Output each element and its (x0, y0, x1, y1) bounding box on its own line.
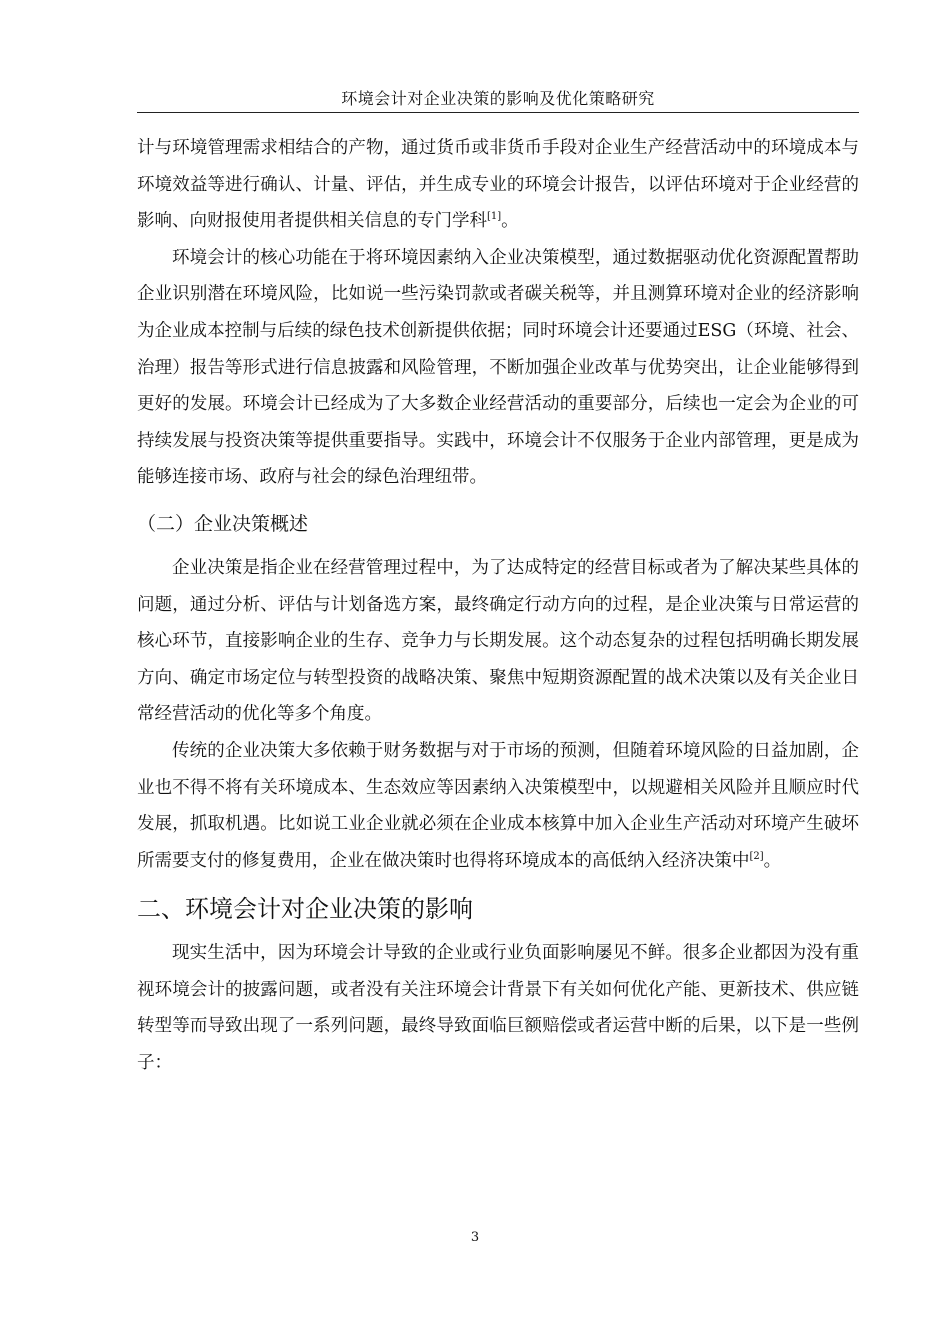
paragraph-tail: 。 (763, 850, 782, 871)
paragraph-real-world-impact: 现实生活中，因为环境会计导致的企业或行业负面影响屡见不鲜。很多企业都因为没有重视环境会计的披露问题，或者没有关注环境会计背景下有关如何优化产能、更新技术、供应链转型等而导致出现了一系列问题，最终导致面临巨额赔偿或者运营中断的后果，以下是一些例子： (137, 943, 859, 1074)
paragraph-text: 传统的企业决策大多依赖于财务数据与对于市场的预测，但随着环境风险的日益加剧，企业也不得不将有关环境成本、生态效应等因素纳入决策模型中，以规避相关风险并且顺应时代发展，抓取机遇。比如说工业企业就必须在企业成本核算中加入企业生产活动对环境产生破坏所需要支付的修复费用，企业在做决策时也得将环境成本的高低纳入经济决策中 (137, 740, 859, 871)
page-number: 3 (470, 1230, 480, 1245)
subsection-heading: （二）企业决策概述 (137, 512, 309, 535)
paragraph-traditional-decisions (137, 733, 859, 879)
paragraph-env-accounting-function: 环境会计的核心功能在于将环境因素纳入企业决策模型，通过数据驱动优化资源配置帮助企业识别潜在环境风险，比如说一些污染罚款或者碳关税等，并且测算环境对企业的经济影响为企业成本控制与后续的绿色技术创新提供依据；同时环境会计还要通过ESG（环境、社会、治理）报告等形式进行信息披露和风险管理，不断加强企业改革与优势突出，让企业能够得到更好的发展。环境会计已经成为了大多数企业经营活动的重要部分，后续也一定会为企业的可持续发展与投资决策等提供重要指导。实践中，环境会计不仅服务于企业内部管理，更是成为能够连接市场、政府与社会的绿色治理纽带。 (137, 247, 859, 488)
citation-marker: [1] (487, 211, 502, 223)
paragraph-tail: 。 (501, 211, 519, 232)
running-header: 环境会计对企业决策的影响及优化策略研究 (341, 89, 655, 108)
citation-marker: [2] (749, 850, 764, 862)
paragraph-decision-overview: 企业决策是指企业在经营管理过程中，为了达成特定的经营目标或者为了解决某些具体的问题，通过分析、评估与计划备选方案，最终确定行动方向的过程，是企业决策与日常运营的核心环节，直接影响企业的生存、竞争力与长期发展。这个动态复杂的过程包括明确长期发展方向、确定市场定位与转型投资的战略决策、聚焦中短期资源配置的战术决策以及有关企业日常经营活动的优化等多个角度。 (137, 557, 859, 725)
header-divider (137, 112, 859, 113)
paragraph-env-accounting-definition (137, 130, 859, 240)
paragraph-text: 计与环境管理需求相结合的产物，通过货币或非货币手段对企业生产经营活动中的环境成本与环境效益等进行确认、计量、评估，并生成专业的环境会计报告，以评估环境对于企业经营的影响、向财报使用者提供相关信息的专门学科 (137, 138, 859, 232)
section-heading: 二、环境会计对企业决策的影响 (137, 895, 473, 924)
document-body (137, 130, 859, 1082)
